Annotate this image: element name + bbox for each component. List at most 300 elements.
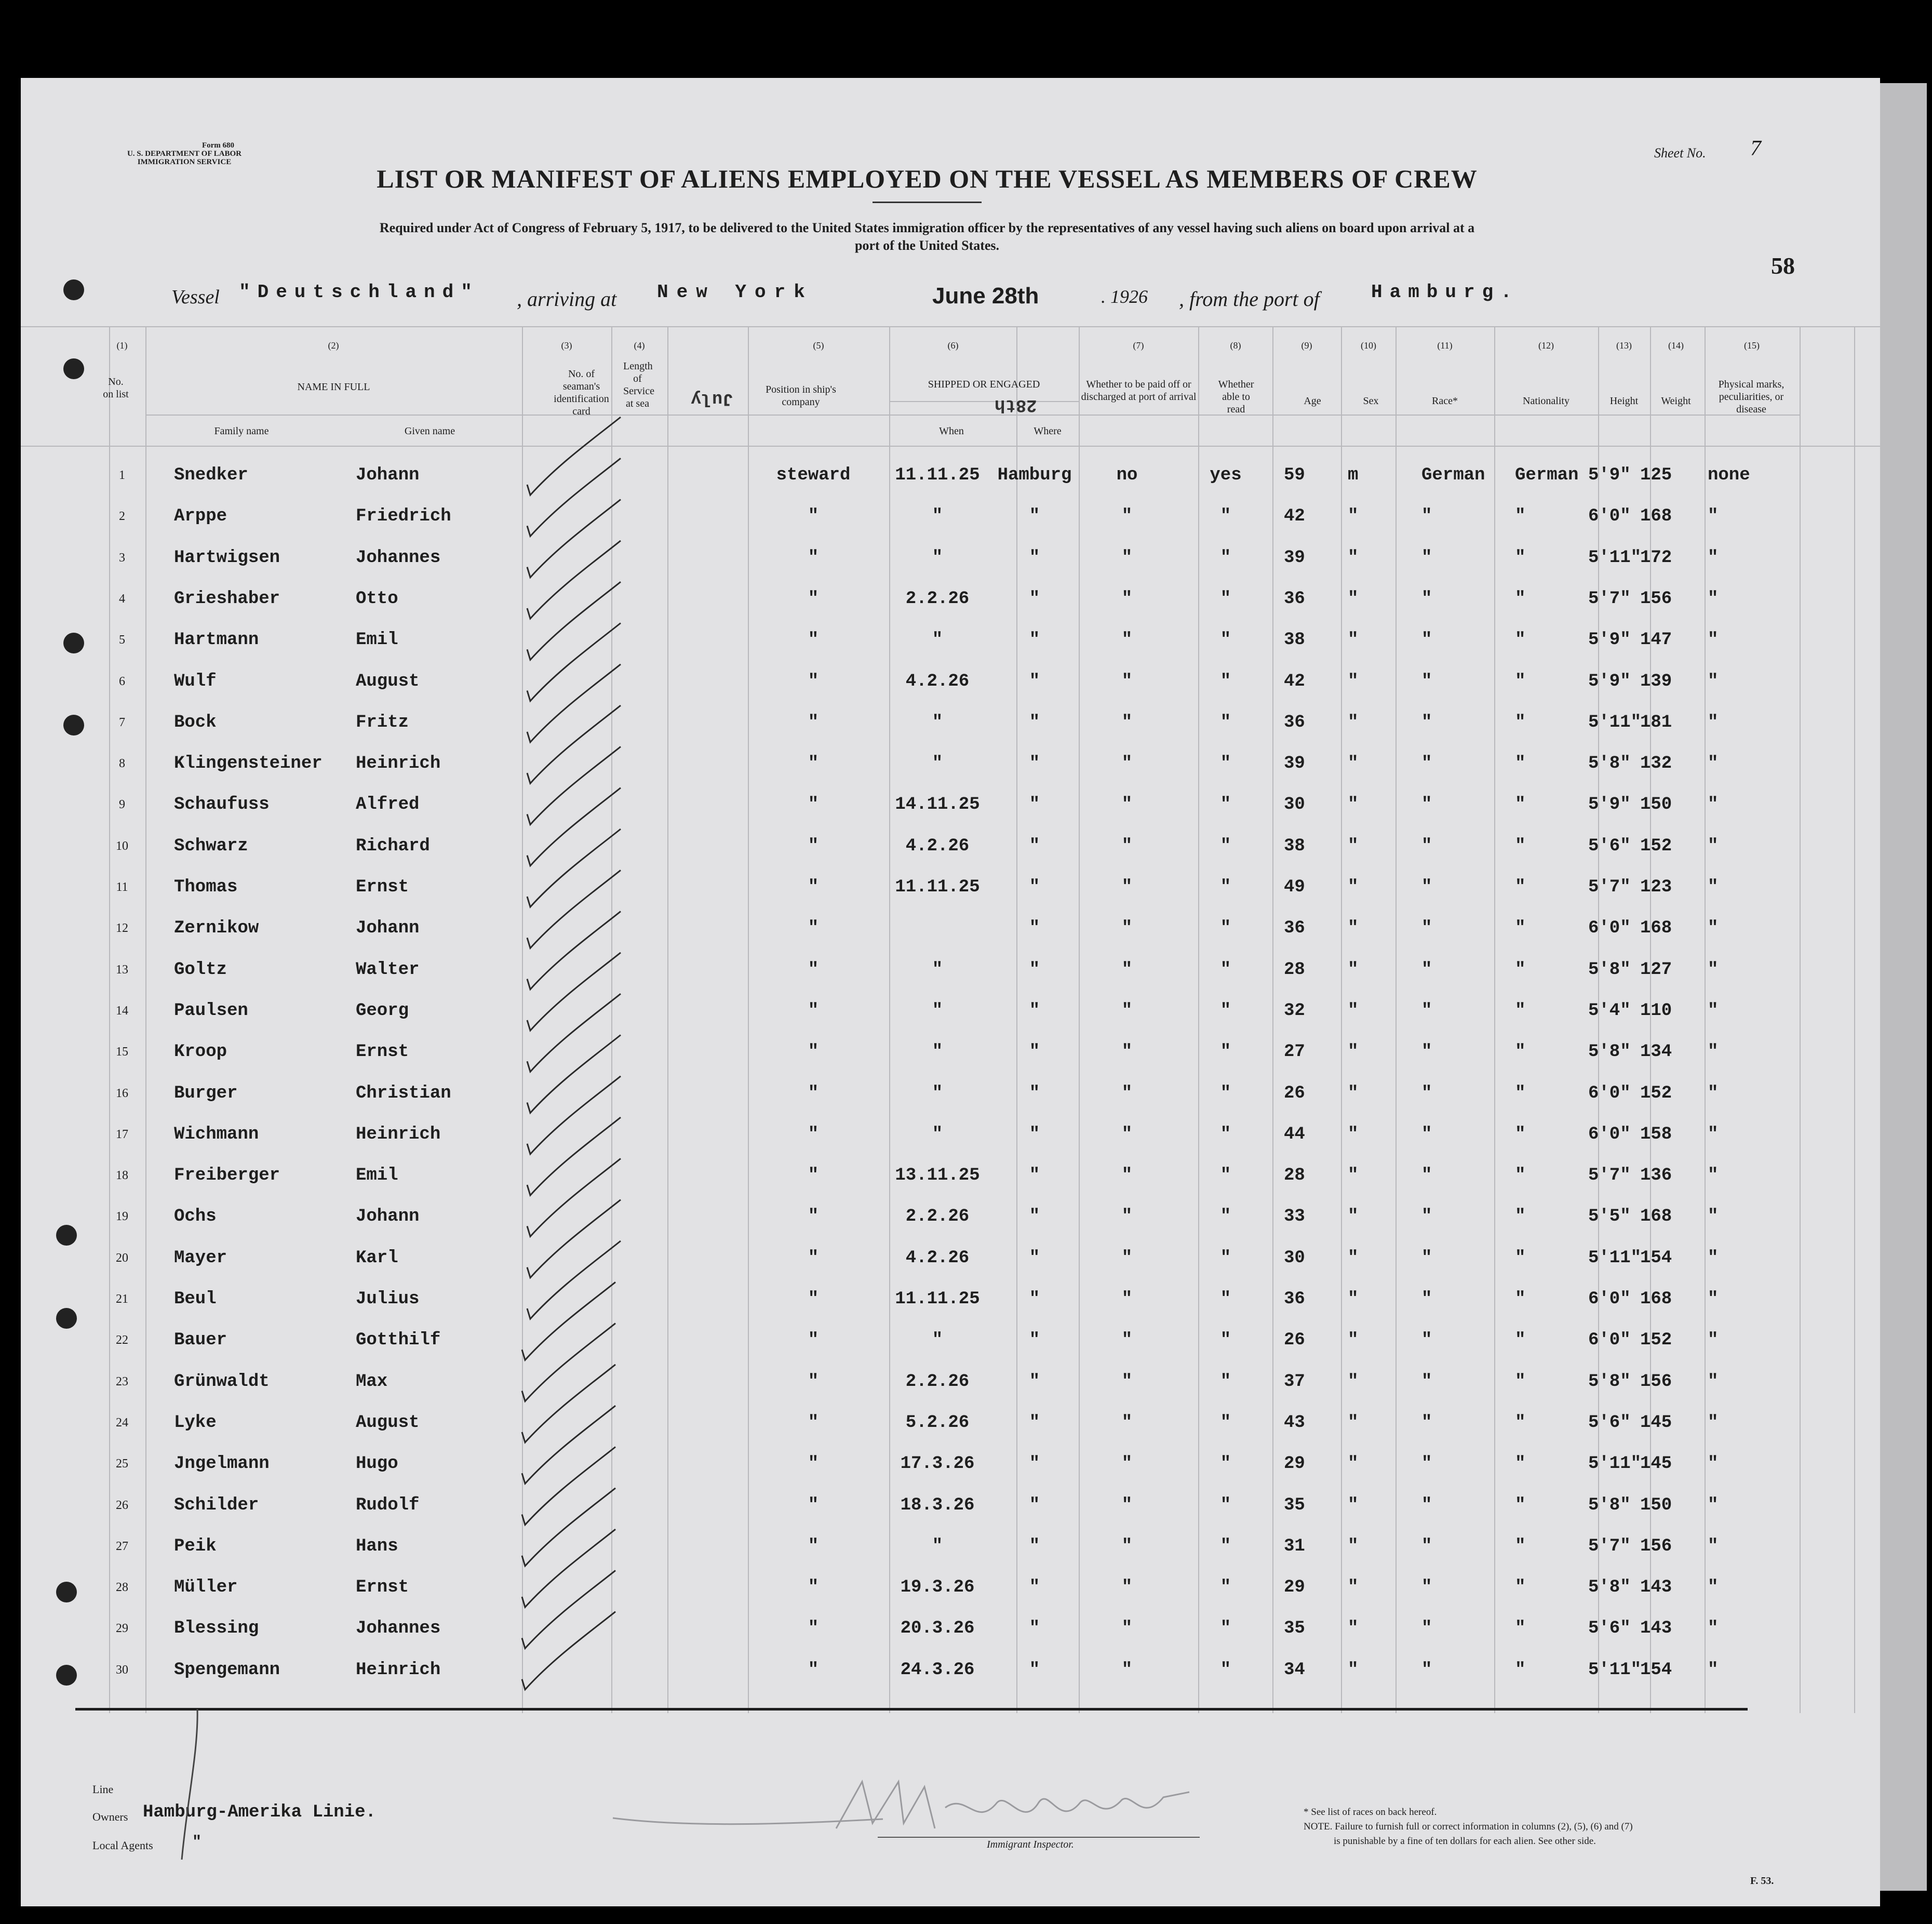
- cell-position: ": [808, 877, 819, 897]
- vessel-label: Vessel: [171, 286, 220, 308]
- cell-no: 4: [119, 592, 125, 606]
- header-race: Race*: [1432, 395, 1458, 407]
- cell-nat: ": [1515, 1578, 1526, 1598]
- cell-family: Schwarz: [174, 836, 248, 856]
- checkmark: [522, 1447, 615, 1525]
- required-line-2: port of the United States.: [854, 238, 1000, 253]
- cell-given: Johannes: [356, 1619, 441, 1639]
- header-position: Position in ship's company: [766, 384, 836, 408]
- failure-note-line-2: is punishable by a fine of ten dollars for each alien. See other side.: [1334, 1836, 1596, 1847]
- inspector-label: Immigrant Inspector.: [987, 1839, 1074, 1850]
- cell-age: 26: [1284, 1330, 1305, 1351]
- cell-read: ": [1220, 1124, 1231, 1144]
- cell-weight: 152: [1640, 836, 1672, 856]
- cell-read: ": [1220, 589, 1231, 609]
- cell-position: ": [808, 1371, 819, 1392]
- cell-marks: ": [1708, 795, 1719, 815]
- cell-marks: ": [1708, 547, 1719, 568]
- cell-height: 6'0": [1588, 918, 1631, 939]
- cell-nat: ": [1515, 959, 1526, 980]
- cell-no: 23: [116, 1374, 128, 1388]
- cell-paid: ": [1121, 754, 1133, 774]
- cell-sex: ": [1348, 589, 1359, 609]
- cell-height: 5'8": [1588, 1371, 1631, 1392]
- cell-position: ": [808, 712, 819, 732]
- cell-where: ": [1029, 1289, 1040, 1309]
- cell-read: ": [1220, 1660, 1231, 1680]
- checkmark: [527, 870, 621, 948]
- cell-sex: ": [1348, 630, 1359, 650]
- cell-sex: ": [1348, 1042, 1359, 1062]
- cell-age: 31: [1284, 1536, 1305, 1556]
- cell-age: 29: [1284, 1578, 1305, 1598]
- cell-family: Müller: [174, 1578, 238, 1598]
- cell-when: 18.3.26: [900, 1495, 975, 1515]
- cell-no: 28: [116, 1581, 128, 1595]
- cell-marks: ": [1708, 1166, 1719, 1186]
- cell-height: 6'0": [1588, 1124, 1631, 1144]
- header-shipped: SHIPPED OR ENGAGED: [928, 379, 1040, 390]
- cell-no: 8: [119, 757, 125, 771]
- cell-given: Richard: [356, 836, 430, 856]
- cell-nat: ": [1515, 1412, 1526, 1433]
- cell-race: ": [1421, 795, 1432, 815]
- checkmark: [527, 1241, 621, 1319]
- cell-paid: ": [1121, 506, 1133, 527]
- line-label: Line: [92, 1783, 114, 1796]
- cell-where: ": [1029, 1042, 1040, 1062]
- cell-race: ": [1421, 836, 1432, 856]
- cell-race: ": [1421, 918, 1432, 939]
- cell-no: 29: [116, 1622, 128, 1636]
- table-bottom-rule: [75, 1708, 1748, 1711]
- checkmark: [522, 1570, 615, 1648]
- cell-position: ": [808, 1083, 819, 1103]
- cell-when: ": [932, 1124, 943, 1144]
- checkmark: [527, 500, 621, 578]
- cell-paid: ": [1121, 712, 1133, 732]
- cell-marks: ": [1708, 1248, 1719, 1268]
- header-name-in-full: NAME IN FULL: [297, 381, 370, 393]
- sheet-no: 7: [1750, 137, 1761, 161]
- cell-given: Rudolf: [356, 1495, 420, 1515]
- owners-value: Hamburg-Amerika Linie.: [143, 1802, 376, 1822]
- cell-paid: ": [1121, 547, 1133, 568]
- cell-age: 28: [1284, 959, 1305, 980]
- cell-read: ": [1220, 1536, 1231, 1556]
- cell-nat: ": [1515, 836, 1526, 856]
- required-line-1: Required under Act of Congress of February 5, 1917, to be delivered to the United States immigration officer by the representatives of any vessel having such aliens on board upon arrival at a: [379, 220, 1475, 235]
- cell-no: 21: [116, 1292, 128, 1306]
- cell-when: ": [932, 754, 943, 774]
- checkmark: [527, 994, 621, 1072]
- cell-given: Emil: [356, 1166, 398, 1186]
- column-number: (10): [1361, 340, 1376, 351]
- cell-weight: 150: [1640, 795, 1672, 815]
- cell-weight: 158: [1640, 1124, 1672, 1144]
- cell-given: Walter: [356, 959, 420, 980]
- cell-height: 5'7": [1588, 589, 1631, 609]
- header-height: Height: [1609, 395, 1639, 407]
- cell-paid: ": [1121, 1330, 1133, 1351]
- cell-given: Ernst: [356, 877, 409, 897]
- cell-given: Johann: [356, 465, 420, 485]
- cell-marks: ": [1708, 589, 1719, 609]
- checkmark: [522, 1406, 615, 1484]
- checkmark: [522, 1488, 615, 1566]
- column-number: (11): [1437, 340, 1453, 351]
- column-number: (3): [561, 340, 572, 351]
- cell-race: ": [1421, 506, 1432, 527]
- cell-nat: ": [1515, 1166, 1526, 1186]
- cell-weight: 136: [1640, 1166, 1672, 1186]
- cell-where: ": [1029, 589, 1040, 609]
- cell-nat: ": [1515, 1289, 1526, 1309]
- cell-paid: ": [1121, 1248, 1133, 1268]
- cell-height: 5'8": [1588, 1042, 1631, 1062]
- header-no-on-list: No. on list: [103, 376, 129, 400]
- cell-weight: 125: [1640, 465, 1672, 485]
- cell-race: ": [1421, 1248, 1432, 1268]
- cell-paid: ": [1121, 795, 1133, 815]
- cell-age: 49: [1284, 877, 1305, 897]
- cell-read: ": [1220, 1578, 1231, 1598]
- cell-family: Beul: [174, 1289, 217, 1309]
- cell-where: ": [1029, 1000, 1040, 1021]
- cell-sex: ": [1348, 1248, 1359, 1268]
- cell-nat: ": [1515, 918, 1526, 939]
- cell-where: Hamburg: [997, 465, 1072, 485]
- header-nationality: Nationality: [1523, 395, 1569, 407]
- cell-weight: 134: [1640, 1042, 1672, 1062]
- header-physical-marks: Physical marks, peculiarities, or disease: [1718, 379, 1785, 415]
- cell-family: Hartmann: [174, 630, 259, 650]
- binder-hole: [63, 633, 84, 653]
- cell-when: ": [932, 1000, 943, 1021]
- cell-family: Ochs: [174, 1207, 217, 1227]
- checkmark: [522, 1529, 615, 1607]
- binder-hole: [63, 279, 84, 300]
- cell-when: 20.3.26: [900, 1619, 975, 1639]
- cell-race: ": [1421, 1083, 1432, 1103]
- cell-paid: ": [1121, 1000, 1133, 1021]
- cell-given: Ernst: [356, 1042, 409, 1062]
- cell-age: 32: [1284, 1000, 1305, 1021]
- cell-height: 5'11": [1588, 547, 1642, 568]
- cell-read: ": [1220, 1495, 1231, 1515]
- sheet-no-label: Sheet No.: [1654, 145, 1706, 161]
- cell-when: 17.3.26: [900, 1454, 975, 1474]
- checkmark: [522, 1324, 615, 1401]
- cell-when: 11.11.25: [895, 465, 980, 485]
- cell-read: ": [1220, 1207, 1231, 1227]
- cell-no: 15: [116, 1045, 128, 1059]
- cell-no: 10: [116, 839, 128, 853]
- cell-marks: ": [1708, 754, 1719, 774]
- cell-read: ": [1220, 1412, 1231, 1433]
- cell-position: ": [808, 506, 819, 527]
- failure-note-line-1: NOTE. Failure to furnish full or correct information in columns (2), (5), (6) and (7): [1304, 1821, 1633, 1832]
- cell-height: 5'11": [1588, 1248, 1642, 1268]
- cell-weight: 147: [1640, 630, 1672, 650]
- cell-nat: ": [1515, 1248, 1526, 1268]
- checkmark: [527, 705, 621, 783]
- header-able-read: Whether able to read: [1218, 379, 1254, 415]
- cell-where: ": [1029, 918, 1040, 939]
- cell-read: yes: [1210, 465, 1242, 485]
- cell-position: ": [808, 795, 819, 815]
- cell-sex: ": [1348, 1660, 1359, 1680]
- cell-height: 6'0": [1588, 1083, 1631, 1103]
- cell-paid: ": [1121, 1660, 1133, 1680]
- cell-when: ": [932, 1536, 943, 1556]
- cell-weight: 154: [1640, 1248, 1672, 1268]
- cell-read: ": [1220, 959, 1231, 980]
- column-number: (15): [1744, 340, 1760, 351]
- cell-sex: ": [1348, 1578, 1359, 1598]
- cell-age: 30: [1284, 1248, 1305, 1268]
- cell-position: ": [808, 1289, 819, 1309]
- cell-nat: ": [1515, 1660, 1526, 1680]
- cell-family: Zernikow: [174, 918, 259, 939]
- adjacent-page-edge: [1880, 83, 1927, 1891]
- cell-position: ": [808, 1454, 819, 1474]
- handwritten-signature: [592, 1751, 1215, 1854]
- cell-race: ": [1421, 1124, 1432, 1144]
- cell-race: ": [1421, 1454, 1432, 1474]
- header-id-card: No. of seaman's identification card: [554, 368, 609, 417]
- cell-marks: ": [1708, 1578, 1719, 1598]
- cell-read: ": [1220, 877, 1231, 897]
- cell-race: ": [1421, 1000, 1432, 1021]
- july-stamp: July: [691, 389, 733, 408]
- cell-weight: 139: [1640, 671, 1672, 691]
- cell-age: 39: [1284, 754, 1305, 774]
- cell-read: ": [1220, 1619, 1231, 1639]
- cell-when: 2.2.26: [905, 1371, 970, 1392]
- cell-weight: 168: [1640, 1289, 1672, 1309]
- cell-age: 36: [1284, 712, 1305, 732]
- cell-when: ": [932, 959, 943, 980]
- cell-when: 19.3.26: [900, 1578, 975, 1598]
- cell-when: 2.2.26: [905, 589, 970, 609]
- cell-family: Wulf: [174, 671, 217, 691]
- cell-age: 28: [1284, 1166, 1305, 1186]
- cell-read: ": [1220, 1330, 1231, 1351]
- cell-height: 5'6": [1588, 1619, 1631, 1639]
- column-number: (4): [634, 340, 645, 351]
- inspector-rule: [878, 1837, 1200, 1838]
- header-family-name: Family name: [214, 425, 269, 437]
- cell-read: ": [1220, 795, 1231, 815]
- header-age: Age: [1304, 395, 1321, 407]
- cell-age: 27: [1284, 1042, 1305, 1062]
- cell-family: Jngelmann: [174, 1454, 270, 1474]
- cell-height: 5'9": [1588, 630, 1631, 650]
- cell-weight: 156: [1640, 589, 1672, 609]
- cell-position: ": [808, 1578, 819, 1598]
- cell-nat: ": [1515, 1330, 1526, 1351]
- cell-when: 5.2.26: [905, 1412, 970, 1433]
- cell-paid: ": [1121, 1454, 1133, 1474]
- cell-paid: ": [1121, 630, 1133, 650]
- cell-when: ": [932, 547, 943, 568]
- cell-paid: no: [1116, 465, 1138, 485]
- cell-family: Burger: [174, 1083, 238, 1103]
- cell-paid: ": [1121, 1042, 1133, 1062]
- cell-marks: ": [1708, 1371, 1719, 1392]
- cell-age: 35: [1284, 1495, 1305, 1515]
- cell-position: ": [808, 1412, 819, 1433]
- cell-marks: ": [1708, 1330, 1719, 1351]
- cell-weight: 132: [1640, 754, 1672, 774]
- cell-height: 6'0": [1588, 1289, 1631, 1309]
- races-note: * See list of races on back hereof.: [1304, 1807, 1437, 1818]
- cell-no: 24: [116, 1415, 128, 1429]
- cell-height: 5'6": [1588, 836, 1631, 856]
- cell-sex: ": [1348, 1083, 1359, 1103]
- cell-given: Johann: [356, 1207, 420, 1227]
- cell-family: Spengemann: [174, 1660, 280, 1680]
- cell-age: 44: [1284, 1124, 1305, 1144]
- cell-weight: 150: [1640, 1495, 1672, 1515]
- column-number: (8): [1230, 340, 1241, 351]
- cell-paid: ": [1121, 1289, 1133, 1309]
- cell-height: 5'5": [1588, 1207, 1631, 1227]
- cell-where: ": [1029, 1619, 1040, 1639]
- cell-sex: ": [1348, 1371, 1359, 1392]
- cell-family: Bock: [174, 712, 217, 732]
- cell-sex: ": [1348, 547, 1359, 568]
- cell-race: ": [1421, 959, 1432, 980]
- cell-where: ": [1029, 547, 1040, 568]
- cell-family: Snedker: [174, 465, 248, 485]
- cell-given: Emil: [356, 630, 398, 650]
- cell-position: ": [808, 1000, 819, 1021]
- cell-read: ": [1220, 547, 1231, 568]
- cell-position: ": [808, 630, 819, 650]
- cell-where: ": [1029, 1412, 1040, 1433]
- cell-when: ": [932, 1083, 943, 1103]
- cell-when: 11.11.25: [895, 1289, 980, 1309]
- cell-no: 5: [119, 633, 125, 647]
- cell-paid: ": [1121, 1619, 1133, 1639]
- cell-nat: ": [1515, 754, 1526, 774]
- cell-nat: ": [1515, 795, 1526, 815]
- checkmark: [527, 417, 621, 495]
- cell-nat: ": [1515, 877, 1526, 897]
- from-port-label: , from the port of: [1179, 287, 1320, 311]
- cell-age: 26: [1284, 1083, 1305, 1103]
- cell-height: 5'11": [1588, 712, 1642, 732]
- cell-height: 5'4": [1588, 1000, 1631, 1021]
- cell-position: ": [808, 589, 819, 609]
- cell-age: 36: [1284, 918, 1305, 939]
- cell-paid: ": [1121, 589, 1133, 609]
- cell-where: ": [1029, 1083, 1040, 1103]
- cell-where: ": [1029, 836, 1040, 856]
- cell-read: ": [1220, 836, 1231, 856]
- cell-family: Grieshaber: [174, 589, 280, 609]
- cell-where: ": [1029, 630, 1040, 650]
- cell-weight: 156: [1640, 1536, 1672, 1556]
- checkmark: [527, 1158, 621, 1236]
- cell-no: 3: [119, 551, 125, 565]
- cell-when: 2.2.26: [905, 1207, 970, 1227]
- cell-where: ": [1029, 1454, 1040, 1474]
- cell-sex: ": [1348, 1207, 1359, 1227]
- cell-race: ": [1421, 877, 1432, 897]
- cell-nat: ": [1515, 547, 1526, 568]
- cell-where: ": [1029, 1371, 1040, 1392]
- cell-when: ": [932, 1042, 943, 1062]
- cell-height: 5'11": [1588, 1454, 1642, 1474]
- cell-age: 38: [1284, 630, 1305, 650]
- cell-given: Ernst: [356, 1578, 409, 1598]
- cell-age: 43: [1284, 1412, 1305, 1433]
- cell-paid: ": [1121, 1536, 1133, 1556]
- cell-nat: ": [1515, 1454, 1526, 1474]
- cell-marks: ": [1708, 1042, 1719, 1062]
- cell-age: 29: [1284, 1454, 1305, 1474]
- cell-nat: ": [1515, 1083, 1526, 1103]
- cell-when: 4.2.26: [905, 671, 970, 691]
- cell-no: 17: [116, 1127, 128, 1141]
- cell-position: ": [808, 1124, 819, 1144]
- header-length-service: Length of Service at sea: [623, 360, 654, 409]
- cell-age: 34: [1284, 1660, 1305, 1680]
- cell-race: ": [1421, 547, 1432, 568]
- cell-given: Johann: [356, 918, 420, 939]
- page-title: LIST OR MANIFEST OF ALIENS EMPLOYED ON THE VESSEL AS MEMBERS OF CREW: [377, 164, 1478, 193]
- cell-marks: ": [1708, 1495, 1719, 1515]
- cell-race: ": [1421, 712, 1432, 732]
- cell-race: ": [1421, 1330, 1432, 1351]
- cell-height: 5'8": [1588, 959, 1631, 980]
- cell-where: ": [1029, 1248, 1040, 1268]
- cell-family: Mayer: [174, 1248, 227, 1268]
- cell-family: Klingensteiner: [174, 754, 323, 774]
- checkmark: [527, 953, 621, 1031]
- cell-nat: ": [1515, 712, 1526, 732]
- binder-hole: [63, 715, 84, 736]
- cell-given: Fritz: [356, 712, 409, 732]
- cell-nat: ": [1515, 671, 1526, 691]
- cell-weight: 123: [1640, 877, 1672, 897]
- cell-when: ": [932, 630, 943, 650]
- column-number: (2): [328, 340, 339, 351]
- cell-weight: 152: [1640, 1083, 1672, 1103]
- cell-no: 11: [116, 880, 128, 894]
- cell-read: ": [1220, 918, 1231, 939]
- arriving-label: , arriving at: [517, 287, 617, 311]
- cell-no: 1: [119, 469, 125, 482]
- cell-no: 16: [116, 1086, 128, 1100]
- cell-when: 24.3.26: [900, 1660, 975, 1680]
- cell-when: ": [932, 1330, 943, 1351]
- cell-nat: German: [1515, 465, 1579, 485]
- origin-port: Hamburg.: [1371, 282, 1519, 303]
- cell-weight: 145: [1640, 1412, 1672, 1433]
- cell-position: ": [808, 1166, 819, 1186]
- cell-weight: 181: [1640, 712, 1672, 732]
- cell-where: ": [1029, 1536, 1040, 1556]
- cell-family: Bauer: [174, 1330, 227, 1351]
- cell-sex: ": [1348, 671, 1359, 691]
- cell-read: ": [1220, 1248, 1231, 1268]
- cell-family: Schaufuss: [174, 795, 270, 815]
- cell-height: 5'8": [1588, 1495, 1631, 1515]
